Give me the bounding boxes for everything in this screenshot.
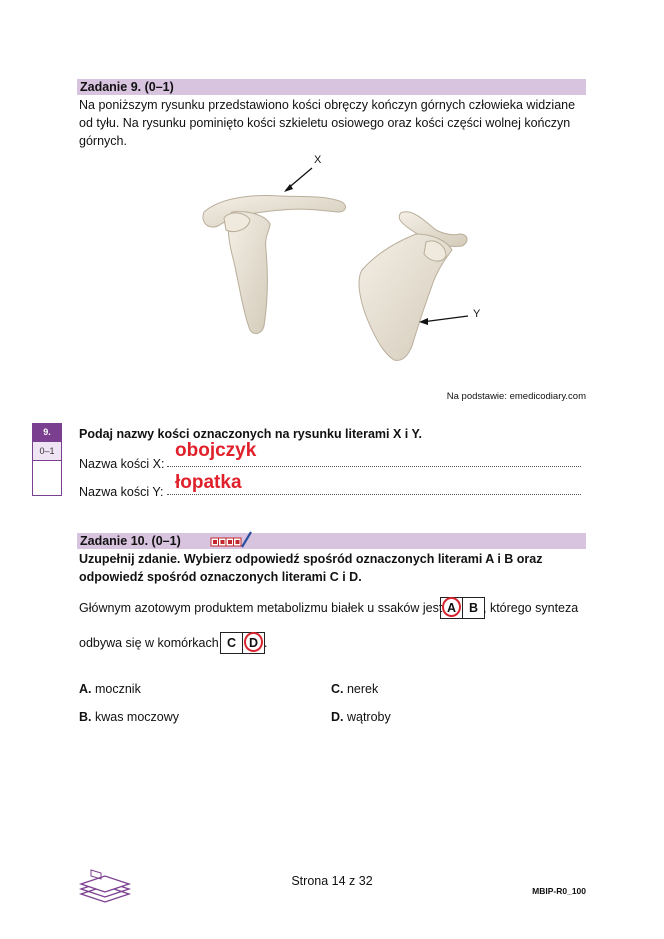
choice-box-ab <box>440 597 485 619</box>
label-y: Y <box>473 308 481 320</box>
sentence-part3: odbywa się w komórkach <box>79 636 219 650</box>
option-a-cell[interactable]: A <box>441 598 462 618</box>
page-number: Strona 14 z 32 <box>291 874 373 888</box>
field-y-answer: łopatka <box>175 472 242 493</box>
task9-intro-line: górnych. <box>79 134 127 148</box>
task9-intro-line: od tyłu. Na rysunku pominięto kości szkieletu osiowego oraz kości części wolnej kończyn <box>79 116 571 130</box>
option-b-cell[interactable]: B <box>462 598 484 618</box>
image-source: Na podstawie: emedicodiary.com <box>446 391 586 402</box>
task10-instruction-line: Uzupełnij zdanie. Wybierz odpowiedź spośród oznaczonych literami A i B oraz <box>79 552 543 566</box>
document-code: MBIP-R0_100 <box>532 886 586 896</box>
answer-sheet-icon <box>210 530 254 550</box>
task-number: 9. <box>33 424 61 441</box>
choice-box-cd <box>220 632 268 654</box>
option-d: D. wątroby <box>331 710 391 724</box>
field-y-label: Nazwa kości Y: <box>79 485 164 499</box>
field-x-label: Nazwa kości X: <box>79 457 165 471</box>
task10-instruction-line: odpowiedź spośród oznaczonych literami C i D. <box>79 570 362 584</box>
task9-intro <box>79 96 589 150</box>
option-a: A. mocznik <box>79 682 141 696</box>
selected-circle <box>442 597 461 617</box>
option-d-cell[interactable]: D <box>242 633 264 653</box>
score-entry-area <box>33 461 61 495</box>
task9-question: Podaj nazwy kości oznaczonych na rysunku literami X i Y. <box>79 427 422 441</box>
task9-intro-line: Na poniższym rysunku przedstawiono kości obręczy kończyn górnych człowieka widziane <box>79 98 576 112</box>
score-box-task9 <box>32 423 62 496</box>
option-c: C. nerek <box>331 682 379 696</box>
selected-circle <box>244 632 263 652</box>
option-c-cell[interactable]: C <box>226 636 237 650</box>
task9-header: Zadanie 9. (0–1) <box>80 80 174 94</box>
sentence-part2: , którego synteza <box>483 601 579 615</box>
field-x-answer: obojczyk <box>175 440 257 461</box>
field-y-line[interactable] <box>167 494 581 495</box>
task10-header: Zadanie 10. (0–1) <box>80 534 181 548</box>
label-x: X <box>314 154 322 166</box>
task10-instruction <box>79 550 589 586</box>
task-score: 0–1 <box>33 441 61 461</box>
arrow-y <box>422 316 468 322</box>
option-b: B. kwas moczowy <box>79 710 180 724</box>
shoulder-girdle-illustration <box>190 150 490 370</box>
sentence-end: . <box>264 636 268 650</box>
field-x-line[interactable] <box>167 466 581 467</box>
sentence-part1: Głównym azotowym produktem metabolizmu białek u ssaków jest <box>79 601 443 615</box>
